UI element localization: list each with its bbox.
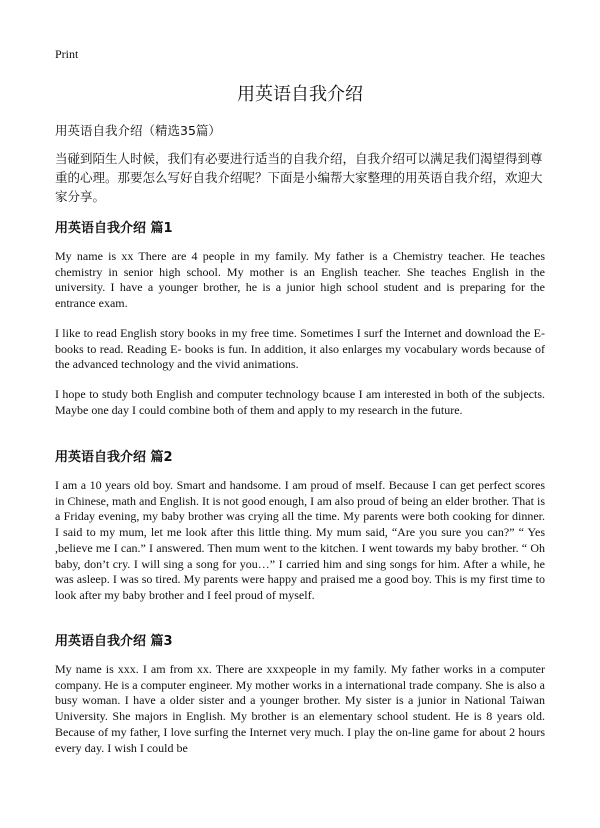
print-link[interactable]: Print <box>55 47 79 61</box>
section-1-paragraph-3: I hope to study both English and computer technology bcause I am interested in both of the subjects. Maybe one day I could combine both of them and apply to my research in the future. <box>55 387 545 417</box>
section-1-paragraph-2: I like to read English story books in my free time. Sometimes I surf the Internet and download the E- books to read. Reading E- books is fun. In addition, it also enlarges my vocabulary words because of the advanced technology and the vivid animations. <box>55 326 545 372</box>
section-2-paragraph-1: I am a 10 years old boy. Smart and handsome. I am proud of mself. Because I can get perfect scores in Chinese, math and English. It is not good enough, I am also proud of being an elder brother. That is a Friday evening, my baby brother was crying all the time. My parents were both cooking for dinner. I said to my mum, let me look after this little thing. My mum said, “Are you sure you can?” “ Yes ,believe me I can.” I answered. Then mum went to the kitchen. I went towards my baby brother. “ Oh baby, don’t cry. I will sing a song for you…” I carried him and sing songs for him. After a while, he was asleep. I was so tired. My parents were happy and praised me a good boy. This is my first time to look after my baby brother and I feel proud of myself. <box>55 478 545 602</box>
section-heading-1: 用英语自我介绍 篇1 <box>55 221 173 236</box>
page-title: 用英语自我介绍 <box>237 84 363 105</box>
section-1-paragraph-1: My name is xx There are 4 people in my family. My father is a Chemistry teacher. He teaches chemistry in senior high school. My mother is an English teacher. She teaches English in the university. I have a younger brother, he is a junior high school student and is preparing for the entrance exam. <box>55 249 545 311</box>
document-subtitle: 用英语自我介绍（精选35篇） <box>55 123 221 138</box>
section-heading-2: 用英语自我介绍 篇2 <box>55 450 173 465</box>
intro-paragraph: 当碰到陌生人时候，我们有必要进行适当的自我介绍，自我介绍可以满足我们渴望得到尊重的心理。那要怎么写好自我介绍呢？下面是小编帮大家整理的用英语自我介绍，欢迎大家分享。 <box>55 151 543 204</box>
section-heading-3: 用英语自我介绍 篇3 <box>55 634 173 649</box>
section-3-paragraph-1: My name is xxx. I am from xx. There are xxxpeople in my family. My father works in a computer company. He is a computer engineer. My mother works in a international trade company. She is also a busy woman. I have a older sister and a younger brother. My sister is a junior in National Taiwan University. She majors in English. My brother is an elementary school student. He is 8 years old. Because of my father, I love surfing the Internet very much. I play the on-line game for about 2 hours every day. I wish I could be <box>55 662 545 755</box>
